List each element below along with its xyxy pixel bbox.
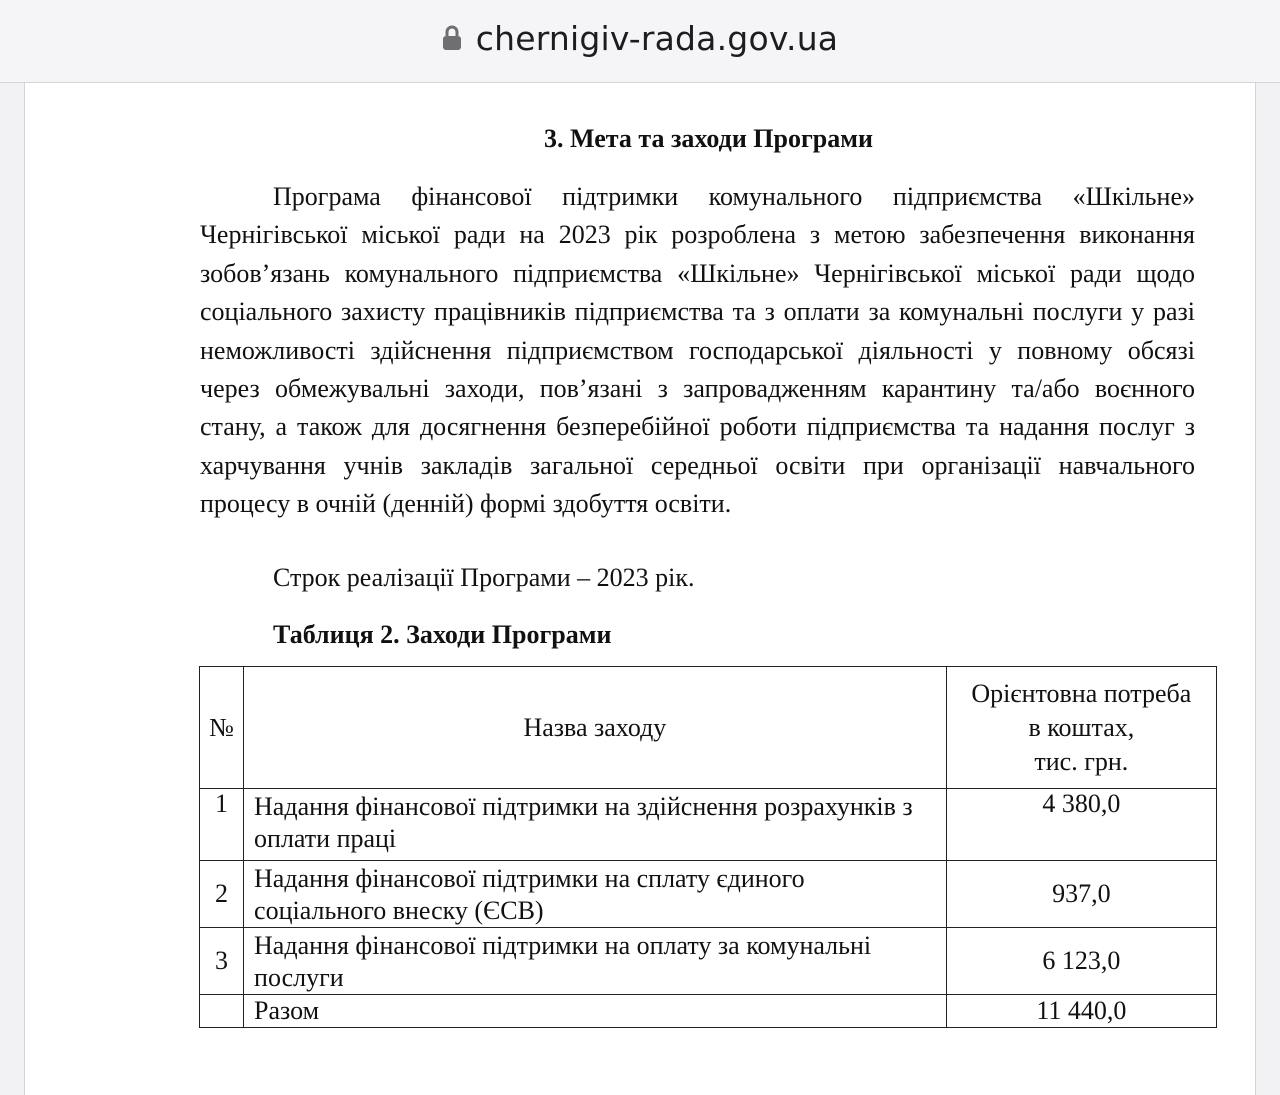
table-header-row [200, 667, 1217, 789]
table-row [200, 861, 1217, 928]
section-title: 3. Мета та заходи Програми [544, 124, 873, 153]
url-text: chernigiv-rada.gov.ua [475, 18, 839, 58]
header-amount [946, 667, 1216, 789]
row-number: 3 [200, 928, 244, 995]
total-label: Разом [244, 995, 947, 1028]
table-row [200, 928, 1217, 995]
address-bar[interactable] [0, 0, 1280, 83]
row-number: 2 [200, 861, 244, 928]
row-measure-name: Надання фінансової підтримки на сплату єдиного соціального внеску (ЄСВ) [244, 861, 947, 928]
total-number-cell [200, 995, 244, 1028]
header-amount-line3: тис. грн. [1034, 746, 1129, 776]
row-amount: 6 123,0 [946, 928, 1216, 995]
lock-icon [442, 24, 462, 52]
program-description-paragraph: Програма фінансової підтримки комунального підприємства «Шкільне» Чернігівської міської ради на 2023 рік розроблена з метою забезпечення виконання зобов’язань комунального підприємства «Шкільне» Чернігівської міської ради щодо соціального захисту працівників підприємства та з оплати за комунальні послуги у разі неможливості здійснення підприємством господарської діяльності у повному обсязі через обмежувальні заходи, пов’язані з запровадженням карантину та/або воєнного стану, а також для досягнення безперебійної роботи підприємства та надання послуг з харчування учнів закладів загальної середньої освіти при організації навчального процесу в очній (денній) формі здобуття освіти. [200, 182, 1195, 519]
program-measures-table [199, 666, 1217, 1028]
table-title: Таблиця 2. Заходи Програми [273, 620, 612, 649]
header-number: № [200, 667, 244, 789]
total-amount: 11 440,0 [946, 995, 1216, 1028]
header-amount-line1: Орієнтовна потреба [971, 678, 1192, 708]
row-amount: 4 380,0 [946, 789, 1216, 861]
table-row [200, 789, 1217, 861]
row-number: 1 [200, 789, 244, 861]
program-term: Строк реалізації Програми – 2023 рік. [273, 563, 695, 592]
url-display[interactable] [442, 19, 838, 58]
header-measure-name: Назва заходу [244, 667, 947, 789]
header-amount-line2: в коштах, [1028, 712, 1135, 742]
row-amount: 937,0 [946, 861, 1216, 928]
table-total-row [200, 995, 1217, 1028]
row-measure-name: Надання фінансової підтримки на здійснення розрахунків з оплати праці [244, 789, 947, 861]
row-measure-name: Надання фінансової підтримки на оплату за комунальні послуги [244, 928, 947, 995]
